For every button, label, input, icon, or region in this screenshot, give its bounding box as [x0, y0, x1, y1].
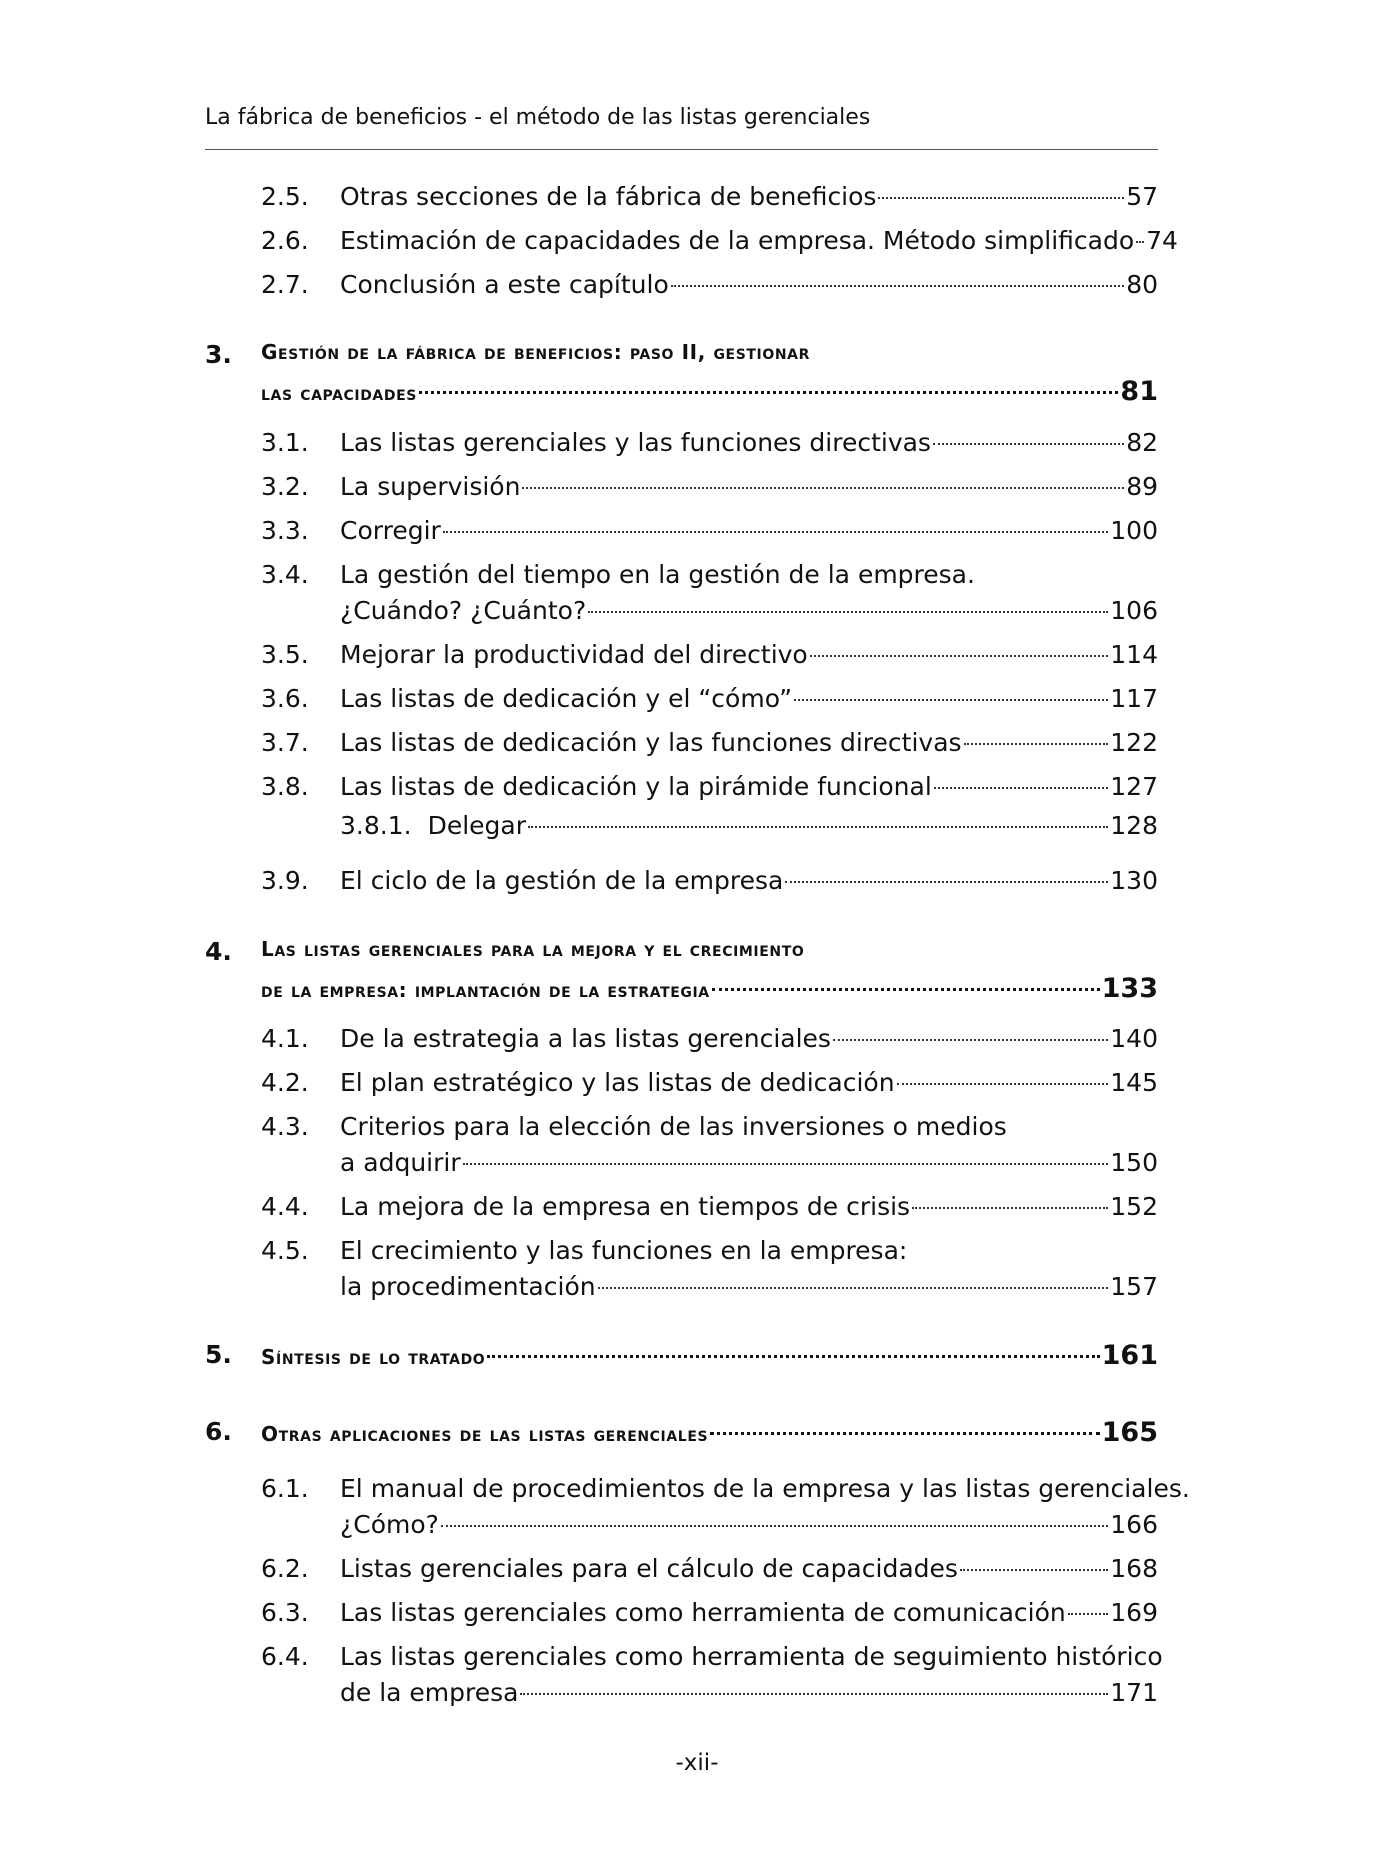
entry-page: 114 — [1110, 640, 1158, 669]
entry-page: 128 — [1110, 811, 1158, 840]
entry-page: 80 — [1126, 270, 1158, 299]
entry-page: 117 — [1110, 684, 1158, 713]
entry-title: la procedimentación — [340, 1272, 596, 1301]
entry-title: La supervisión — [340, 472, 521, 501]
chapter-title-line1: Gestión de la fábrica de beneficios: paso II, gestionar — [261, 340, 810, 364]
entry-number: 2.5. — [261, 182, 309, 211]
entry-number: 4.3. — [261, 1112, 309, 1141]
entry-title: Corregir — [340, 516, 441, 545]
entry-page: 171 — [1110, 1678, 1158, 1707]
entry-number: 3.1. — [261, 428, 309, 457]
chapter-page: 133 — [1101, 973, 1158, 1004]
entry-title: Las listas de dedicación y el “cómo” — [340, 684, 793, 713]
page-folio: -xii- — [675, 1750, 719, 1776]
chapter-page: 81 — [1120, 376, 1158, 407]
entry-number: 4.2. — [261, 1068, 309, 1097]
entry-number: 6.1. — [261, 1474, 309, 1503]
chapter-title-line1: Las listas gerenciales para la mejora y el crecimiento — [261, 937, 805, 961]
entry-title: Las listas de dedicación y las funciones directivas — [340, 728, 962, 757]
entry-number: 3.8. — [261, 772, 309, 801]
entry-title: Conclusión a este capítulo — [340, 270, 669, 299]
entry-title: Las listas de dedicación y la pirámide funcional — [340, 772, 932, 801]
chapter-number: 3. — [205, 340, 232, 369]
entry-number: 4.5. — [261, 1236, 309, 1265]
chapter-title: Síntesis de lo tratado — [261, 1345, 486, 1369]
entry-page: 152 — [1110, 1192, 1158, 1221]
entry-page: 157 — [1110, 1272, 1158, 1301]
entry-title: Listas gerenciales para el cálculo de capacidades — [340, 1554, 958, 1583]
entry-title-line1: La gestión del tiempo en la gestión de la empresa. — [340, 560, 975, 589]
running-head: La fábrica de beneficios - el método de las listas gerenciales — [205, 105, 871, 130]
entry-title: ¿Cómo? — [340, 1510, 439, 1539]
entry-page: 169 — [1110, 1598, 1158, 1627]
entry-number: 3.7. — [261, 728, 309, 757]
entry-title-line1: Las listas gerenciales como herramienta de seguimiento histórico — [340, 1642, 1163, 1671]
entry-page: 145 — [1110, 1068, 1158, 1097]
entry-number: 2.7. — [261, 270, 309, 299]
entry-number: 3.3. — [261, 516, 309, 545]
chapter-title: las capacidades — [261, 381, 417, 405]
entry-page: 168 — [1110, 1554, 1158, 1583]
entry-title: Otras secciones de la fábrica de beneficios — [340, 182, 877, 211]
entry-page: 89 — [1126, 472, 1158, 501]
chapter-number: 6. — [205, 1417, 232, 1446]
entry-title-line1: El manual de procedimientos de la empresa y las listas gerenciales. — [340, 1474, 1190, 1503]
entry-number: 2.6. — [261, 226, 309, 255]
entry-title: de la empresa — [340, 1678, 519, 1707]
entry-page: 140 — [1110, 1024, 1158, 1053]
entry-number: 6.2. — [261, 1554, 309, 1583]
entry-page: 82 — [1126, 428, 1158, 457]
chapter-page: 165 — [1101, 1417, 1158, 1448]
entry-page: 74 — [1146, 226, 1178, 255]
entry-page: 166 — [1110, 1510, 1158, 1539]
entry-page: 106 — [1110, 596, 1158, 625]
entry-title-line1: Criterios para la elección de las inversiones o medios — [340, 1112, 1007, 1141]
entry-number: 4.4. — [261, 1192, 309, 1221]
entry-number: 6.3. — [261, 1598, 309, 1627]
chapter-number: 4. — [205, 937, 232, 966]
entry-title: El plan estratégico y las listas de dedicación — [340, 1068, 895, 1097]
entry-number: 3.9. — [261, 866, 309, 895]
chapter-page: 161 — [1101, 1340, 1158, 1371]
entry-title: Las listas gerenciales como herramienta de comunicación — [340, 1598, 1066, 1627]
entry-number: 3.8.1. — [340, 811, 412, 840]
entry-title: a adquirir — [340, 1148, 461, 1177]
chapter-title: de la empresa: implantación de la estrategia — [261, 978, 710, 1002]
entry-number: 3.4. — [261, 560, 309, 589]
entry-title: Estimación de capacidades de la empresa. Método simplificado — [340, 226, 1135, 255]
entry-title: Mejorar la productividad del directivo — [340, 640, 808, 669]
entry-page: 150 — [1110, 1148, 1158, 1177]
entry-page: 57 — [1126, 182, 1158, 211]
entry-title: La mejora de la empresa en tiempos de crisis — [340, 1192, 911, 1221]
entry-title-line1: El crecimiento y las funciones en la empresa: — [340, 1236, 908, 1265]
entry-number: 3.6. — [261, 684, 309, 713]
entry-page: 130 — [1110, 866, 1158, 895]
entry-title: Las listas gerenciales y las funciones directivas — [340, 428, 931, 457]
entry-number: 6.4. — [261, 1642, 309, 1671]
entry-number: 3.5. — [261, 640, 309, 669]
entry-number: 4.1. — [261, 1024, 309, 1053]
entry-page: 100 — [1110, 516, 1158, 545]
entry-page: 127 — [1110, 772, 1158, 801]
chapter-title: Otras aplicaciones de las listas gerenciales — [261, 1422, 709, 1446]
entry-number: 3.2. — [261, 472, 309, 501]
entry-page: 122 — [1110, 728, 1158, 757]
chapter-number: 5. — [205, 1340, 232, 1369]
entry-title: El ciclo de la gestión de la empresa — [340, 866, 784, 895]
entry-title: Delegar — [427, 811, 526, 840]
entry-title: De la estrategia a las listas gerenciales — [340, 1024, 831, 1053]
entry-title: ¿Cuándo? ¿Cuánto? — [340, 596, 587, 625]
